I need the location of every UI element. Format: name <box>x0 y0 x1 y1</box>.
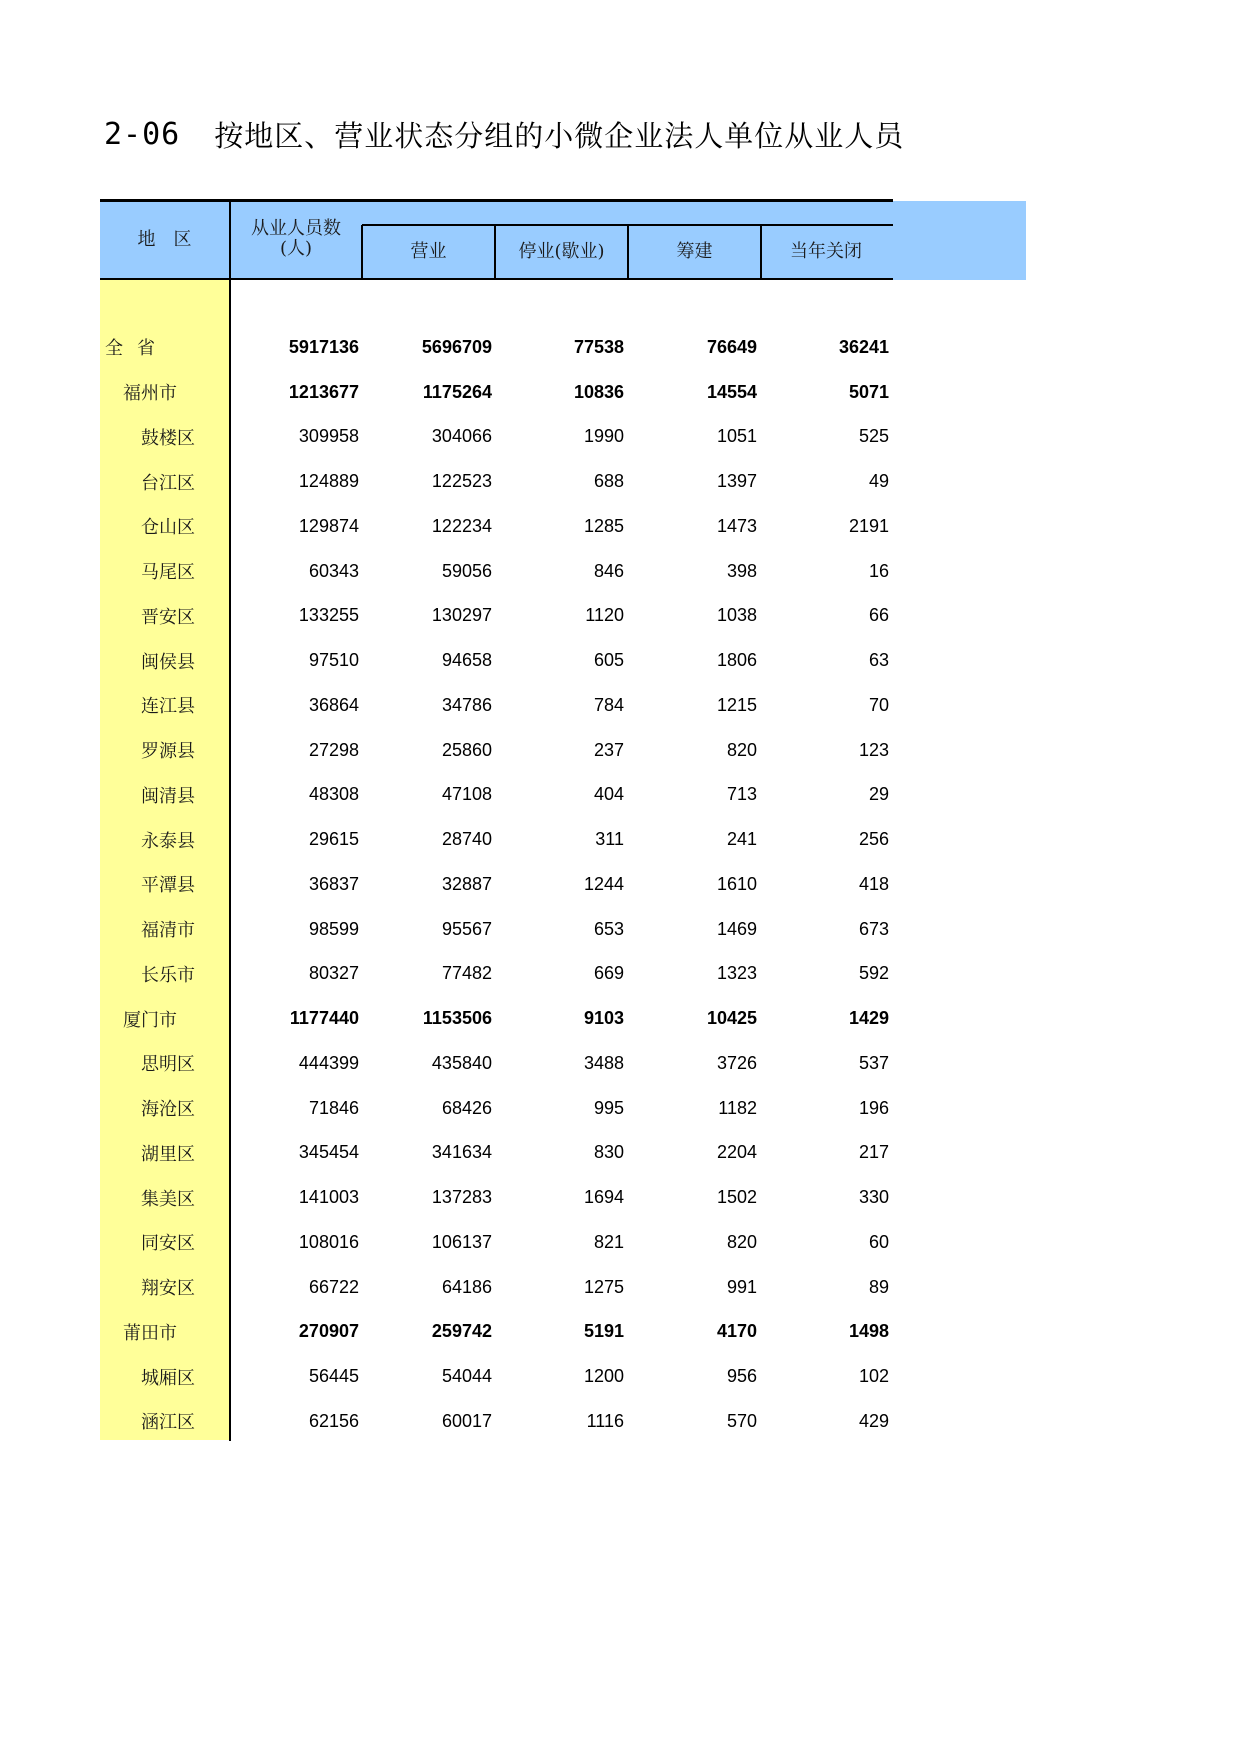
operating-value: 5696709 <box>421 336 492 357</box>
suspended-value: 404 <box>593 784 624 805</box>
closed-value: 60 <box>868 1231 889 1252</box>
operating-value: 77482 <box>441 963 492 984</box>
region-name: 永泰县 <box>141 830 195 852</box>
closed-value: 1498 <box>848 1321 889 1342</box>
suspended-value: 1990 <box>583 426 624 447</box>
region-name: 全省 <box>105 338 169 360</box>
closed-value: 330 <box>858 1187 889 1208</box>
total-employees-value: 66722 <box>308 1276 359 1297</box>
table-title: 按地区、营业状态分组的小微企业法人单位从业人员 <box>214 118 905 153</box>
table-row <box>100 773 893 818</box>
header-suspended <box>496 226 627 278</box>
closed-value: 89 <box>868 1276 889 1297</box>
region-name: 翔安区 <box>141 1278 195 1300</box>
suspended-value: 1694 <box>583 1187 624 1208</box>
operating-value: 68426 <box>441 1097 492 1118</box>
header-closed-label: 当年关闭 <box>790 241 862 262</box>
region-name: 马尾区 <box>141 562 195 584</box>
suspended-value: 784 <box>593 694 624 715</box>
operating-value: 25860 <box>441 739 492 760</box>
total-employees-value: 1177440 <box>289 1008 359 1029</box>
region-name: 海沧区 <box>141 1099 195 1121</box>
preparing-value: 1502 <box>716 1187 757 1208</box>
suspended-value: 669 <box>593 963 624 984</box>
document-title <box>104 112 904 156</box>
operating-value: 95567 <box>441 918 492 939</box>
closed-value: 256 <box>858 829 889 850</box>
total-employees-value: 71846 <box>308 1097 359 1118</box>
preparing-value: 14554 <box>706 381 757 402</box>
table-row <box>100 952 893 997</box>
table-row <box>100 1175 893 1220</box>
header-preparing <box>629 226 760 278</box>
preparing-value: 991 <box>726 1276 757 1297</box>
total-employees-value: 60343 <box>308 560 359 581</box>
table-row <box>100 594 893 639</box>
suspended-value: 846 <box>593 560 624 581</box>
table-row <box>100 638 893 683</box>
table-row <box>100 907 893 952</box>
closed-value: 123 <box>858 739 889 760</box>
total-employees-value: 5917136 <box>288 336 359 357</box>
preparing-value: 4170 <box>716 1321 757 1342</box>
header-region <box>100 201 229 278</box>
preparing-value: 1051 <box>716 426 757 447</box>
table-row <box>100 415 893 460</box>
suspended-value: 995 <box>593 1097 624 1118</box>
operating-value: 28740 <box>441 829 492 850</box>
header-bottom-rule <box>100 278 893 280</box>
region-name: 福清市 <box>141 920 195 942</box>
total-employees-value: 62156 <box>308 1410 359 1431</box>
suspended-value: 9103 <box>583 1008 624 1029</box>
total-employees-value: 1213677 <box>288 381 359 402</box>
table-row <box>100 1399 893 1444</box>
suspended-value: 77538 <box>573 336 624 357</box>
suspended-value: 821 <box>593 1231 624 1252</box>
closed-value: 196 <box>858 1097 889 1118</box>
table-row <box>100 1265 893 1310</box>
suspended-value: 3488 <box>583 1052 624 1073</box>
operating-value: 122523 <box>431 471 492 492</box>
region-name: 闽侯县 <box>141 651 195 673</box>
operating-value: 122234 <box>431 515 492 536</box>
region-name: 城厢区 <box>141 1367 195 1389</box>
total-employees-value: 48308 <box>308 784 359 805</box>
region-name: 莆田市 <box>123 1322 177 1344</box>
suspended-value: 311 <box>595 829 624 850</box>
closed-value: 29 <box>868 784 889 805</box>
suspended-value: 688 <box>593 471 624 492</box>
suspended-value: 10836 <box>573 381 624 402</box>
header-operating-label: 营业 <box>410 241 447 262</box>
operating-value: 59056 <box>441 560 492 581</box>
closed-value: 66 <box>868 605 889 626</box>
region-name: 连江县 <box>141 696 195 718</box>
closed-value: 525 <box>858 426 889 447</box>
preparing-value: 1397 <box>716 471 757 492</box>
operating-value: 34786 <box>441 694 492 715</box>
operating-value: 341634 <box>431 1142 492 1163</box>
suspended-value: 1120 <box>585 605 624 626</box>
closed-value: 102 <box>858 1366 889 1387</box>
region-name: 晋安区 <box>141 606 195 628</box>
operating-value: 32887 <box>441 873 492 894</box>
table-row <box>100 504 893 549</box>
operating-value: 54044 <box>441 1366 492 1387</box>
table-number: 2-06 <box>104 116 181 152</box>
closed-value: 49 <box>868 471 889 492</box>
header-suspended-label: 停业(歇业) <box>518 241 605 262</box>
header-closed-this-year <box>762 226 893 278</box>
header-total-line2: (人) <box>279 238 313 259</box>
preparing-value: 1182 <box>718 1097 757 1118</box>
preparing-value: 1469 <box>716 918 757 939</box>
operating-value: 1153506 <box>422 1008 492 1029</box>
region-name: 罗源县 <box>141 741 195 763</box>
header-operating <box>363 226 494 278</box>
preparing-value: 956 <box>726 1366 757 1387</box>
closed-value: 429 <box>858 1410 889 1431</box>
total-employees-value: 36837 <box>308 873 359 894</box>
preparing-value: 76649 <box>706 336 757 357</box>
closed-value: 1429 <box>848 1008 889 1029</box>
table-row <box>100 683 893 728</box>
total-employees-value: 108016 <box>298 1231 359 1252</box>
total-employees-value: 97510 <box>308 650 359 671</box>
region-name: 集美区 <box>141 1188 195 1210</box>
table-row <box>100 1354 893 1399</box>
closed-value: 418 <box>858 873 889 894</box>
preparing-value: 820 <box>726 739 757 760</box>
table-row <box>100 996 893 1041</box>
closed-value: 63 <box>868 650 889 671</box>
total-employees-value: 29615 <box>308 829 359 850</box>
preparing-value: 1323 <box>716 963 757 984</box>
total-employees-value: 36864 <box>308 694 359 715</box>
region-name: 长乐市 <box>141 964 195 986</box>
suspended-value: 605 <box>593 650 624 671</box>
preparing-value: 398 <box>726 560 757 581</box>
table-row <box>100 325 893 370</box>
operating-value: 64186 <box>441 1276 492 1297</box>
region-name: 同安区 <box>141 1233 195 1255</box>
region-name: 闽清县 <box>141 785 195 807</box>
region-name: 仓山区 <box>141 517 195 539</box>
operating-value: 304066 <box>431 426 492 447</box>
table-row <box>100 1086 893 1131</box>
region-name: 平潭县 <box>141 875 195 897</box>
suspended-value: 1200 <box>583 1366 624 1387</box>
header-region-label: 地 区 <box>137 228 192 250</box>
table-row <box>100 728 893 773</box>
operating-value: 106137 <box>431 1231 492 1252</box>
preparing-value: 713 <box>726 784 757 805</box>
preparing-value: 1610 <box>716 873 757 894</box>
region-name: 福州市 <box>123 383 177 405</box>
region-name: 台江区 <box>141 472 195 494</box>
total-employees-value: 27298 <box>308 739 359 760</box>
operating-value: 130297 <box>431 605 492 626</box>
closed-value: 36241 <box>838 336 889 357</box>
preparing-value: 10425 <box>706 1008 757 1029</box>
header-total-line1: 从业人员数 <box>251 218 341 239</box>
closed-value: 217 <box>858 1142 889 1163</box>
suspended-value: 653 <box>593 918 624 939</box>
preparing-value: 1215 <box>716 694 757 715</box>
region-name: 思明区 <box>141 1054 195 1076</box>
table-row <box>100 817 893 862</box>
operating-value: 94658 <box>441 650 492 671</box>
preparing-value: 1038 <box>716 605 757 626</box>
closed-value: 2191 <box>848 515 889 536</box>
total-employees-value: 80327 <box>308 963 359 984</box>
table-row <box>100 862 893 907</box>
region-name: 厦门市 <box>123 1009 177 1031</box>
total-employees-value: 141003 <box>298 1187 359 1208</box>
suspended-value: 5191 <box>583 1321 624 1342</box>
preparing-value: 570 <box>726 1410 757 1431</box>
table-row <box>100 1310 893 1355</box>
table-row <box>100 1041 893 1086</box>
total-employees-value: 345454 <box>298 1142 359 1163</box>
header-total-employees <box>231 214 361 264</box>
total-employees-value: 133255 <box>298 605 359 626</box>
suspended-value: 237 <box>593 739 624 760</box>
closed-value: 16 <box>868 560 889 581</box>
table-row <box>100 459 893 504</box>
preparing-value: 241 <box>726 829 757 850</box>
total-employees-value: 124889 <box>298 471 359 492</box>
closed-value: 592 <box>858 963 889 984</box>
region-name: 湖里区 <box>141 1143 195 1165</box>
preparing-value: 3726 <box>716 1052 757 1073</box>
table-row <box>100 1220 893 1265</box>
closed-value: 673 <box>858 918 889 939</box>
suspended-value: 1244 <box>583 873 624 894</box>
suspended-value: 830 <box>593 1142 624 1163</box>
preparing-value: 820 <box>726 1231 757 1252</box>
operating-value: 137283 <box>431 1187 492 1208</box>
region-name: 鼓楼区 <box>141 427 195 449</box>
closed-value: 537 <box>858 1052 889 1073</box>
operating-value: 259742 <box>431 1321 492 1342</box>
total-employees-value: 270907 <box>298 1321 359 1342</box>
suspended-value: 1116 <box>586 1410 624 1431</box>
region-name: 涵江区 <box>141 1412 195 1434</box>
operating-value: 1175264 <box>422 381 492 402</box>
suspended-value: 1285 <box>583 515 624 536</box>
preparing-value: 1473 <box>716 515 757 536</box>
suspended-value: 1275 <box>583 1276 624 1297</box>
total-employees-value: 98599 <box>308 918 359 939</box>
table-body <box>100 325 893 1444</box>
total-employees-value: 444399 <box>298 1052 359 1073</box>
operating-value: 435840 <box>431 1052 492 1073</box>
table-row <box>100 1131 893 1176</box>
total-employees-value: 309958 <box>298 426 359 447</box>
header-preparing-label: 筹建 <box>676 241 713 262</box>
total-employees-value: 129874 <box>298 515 359 536</box>
table-row <box>100 370 893 415</box>
table-row <box>100 549 893 594</box>
preparing-value: 2204 <box>716 1142 757 1163</box>
closed-value: 70 <box>868 694 889 715</box>
closed-value: 5071 <box>848 381 889 402</box>
preparing-value: 1806 <box>716 650 757 671</box>
operating-value: 47108 <box>441 784 492 805</box>
total-employees-value: 56445 <box>308 1366 359 1387</box>
operating-value: 60017 <box>441 1410 492 1431</box>
